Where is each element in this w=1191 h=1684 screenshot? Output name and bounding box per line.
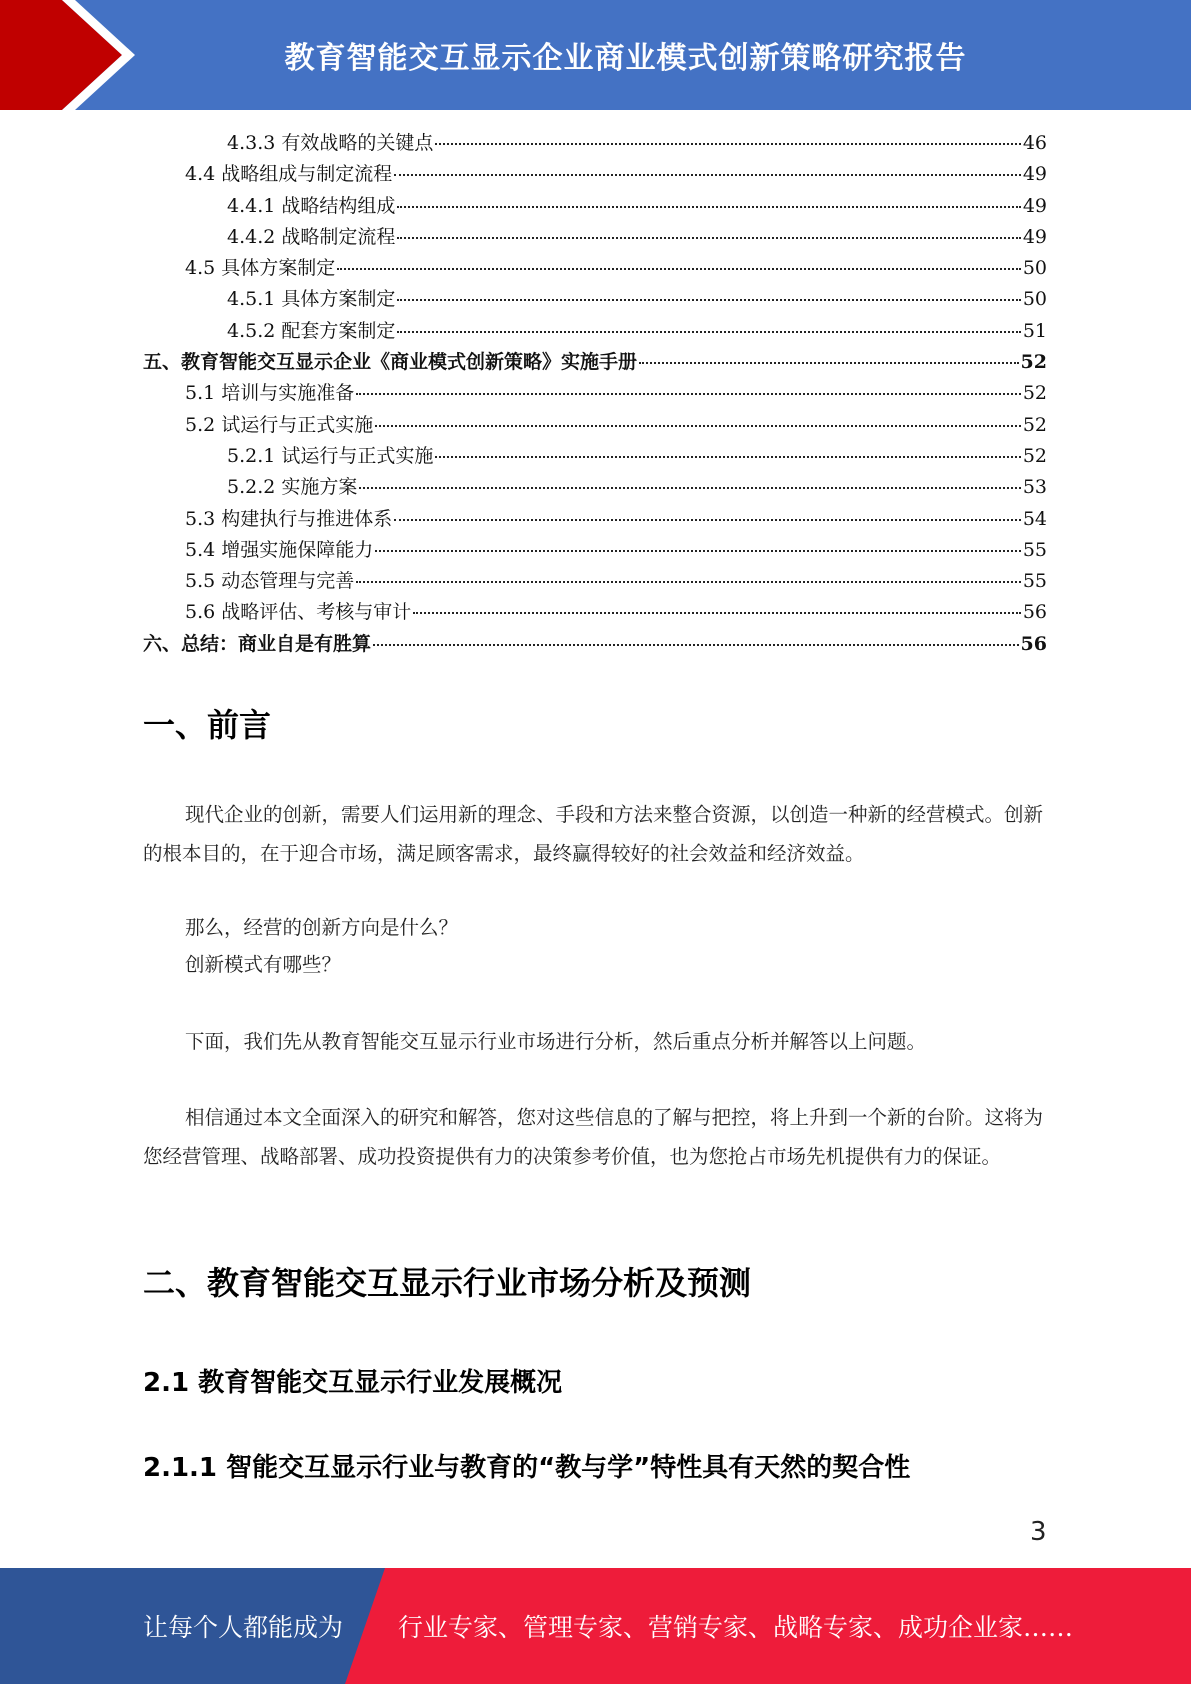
toc-leader-dots xyxy=(639,343,1019,364)
paragraph: 相信通过本文全面深入的研究和解答，您对这些信息的了解与把控，将上升到一个新的台阶。这将为您经营管理、战略部署、成功投资提供有力的决策参考价值，也为您抢占市场先机提供有力的保证。 xyxy=(143,1106,1044,1168)
footer-band xyxy=(0,1568,1191,1684)
page-number: 3 xyxy=(1030,1517,1047,1547)
toc-entry-page: 50 xyxy=(1022,257,1047,280)
toc-leader-dots xyxy=(356,374,1021,395)
toc-entry-title: 4.5.2 配套方案制定 xyxy=(227,319,396,342)
footer-slogan-left: 让每个人都能成为 xyxy=(143,1613,344,1642)
toc-entry-title: 4.4.1 战略结构组成 xyxy=(227,194,396,217)
subsection-heading: 2.1.1 智能交互显示行业与教育的“教与学”特性具有天然的契合性 xyxy=(143,1453,911,1483)
toc-entry-page: 55 xyxy=(1022,570,1047,593)
section-heading-preface: 一、前言 xyxy=(143,706,272,744)
toc-entry-title: 五、教育智能交互显示企业《商业模式创新策略》实施手册 xyxy=(143,351,638,374)
toc-entry-page: 46 xyxy=(1022,132,1047,154)
toc-entry-page: 52 xyxy=(1022,382,1047,405)
toc-leader-dots xyxy=(397,312,1020,333)
toc-entry-page: 56 xyxy=(1020,632,1047,655)
toc-leader-dots xyxy=(413,593,1021,614)
toc-entry-page: 55 xyxy=(1022,538,1047,561)
toc-leader-dots xyxy=(435,124,1020,145)
toc-entry-page: 51 xyxy=(1022,319,1047,342)
toc-leader-dots xyxy=(397,280,1020,301)
toc-entry-title: 4.4 战略组成与制定流程 xyxy=(185,163,393,186)
toc-entry-title: 5.4 增强实施保障能力 xyxy=(185,538,374,561)
question-line: 那么，经营的创新方向是什么？ xyxy=(185,916,459,939)
toc-entry-page: 52 xyxy=(1020,351,1047,374)
toc-entry[interactable] xyxy=(143,629,1047,660)
toc-leader-dots xyxy=(394,500,1021,521)
toc-entry-title: 5.2.1 试运行与正式实施 xyxy=(227,444,434,467)
toc-entry-title: 5.2 试运行与正式实施 xyxy=(185,413,374,436)
document-title: 教育智能交互显示企业商业模式创新策略研究报告 xyxy=(284,41,967,76)
toc-leader-dots xyxy=(356,562,1021,583)
toc-entry-title: 4.5.1 具体方案制定 xyxy=(227,288,396,311)
toc-entry-title: 5.1 培训与实施准备 xyxy=(185,382,355,405)
toc-entry-title: 5.5 动态管理与完善 xyxy=(185,570,355,593)
toc-entry-title: 4.3.3 有效战略的关键点 xyxy=(227,132,434,154)
toc-leader-dots xyxy=(375,531,1021,552)
toc-entry-page: 53 xyxy=(1022,476,1047,499)
toc-entry-title: 5.3 构建执行与推进体系 xyxy=(185,507,393,530)
question-line: 创新模式有哪些？ xyxy=(185,953,342,976)
toc-entry-title: 5.2.2 实施方案 xyxy=(227,476,358,499)
toc-leader-dots xyxy=(397,218,1020,239)
toc-entry-page: 49 xyxy=(1022,163,1047,186)
toc-leader-dots xyxy=(373,625,1019,646)
subsection-heading: 2.1 教育智能交互显示行业发展概况 xyxy=(143,1368,563,1398)
paragraph: 下面，我们先从教育智能交互显示行业市场进行分析，然后重点分析并解答以上问题。 xyxy=(185,1030,927,1053)
toc-entry-page: 49 xyxy=(1022,194,1047,217)
footer-slogan-right: 行业专家、管理专家、营销专家、战略专家、成功企业家…… xyxy=(398,1613,1074,1642)
toc-entry-title: 4.4.2 战略制定流程 xyxy=(227,225,396,248)
toc-entry-page: 49 xyxy=(1022,225,1047,248)
toc-leader-dots xyxy=(435,437,1020,458)
toc-entry-page: 56 xyxy=(1022,601,1047,624)
toc-entry-page: 52 xyxy=(1022,444,1047,467)
toc-entry-title: 4.5 具体方案制定 xyxy=(185,257,336,280)
toc-entry-page: 50 xyxy=(1022,288,1047,311)
toc-leader-dots xyxy=(337,249,1021,270)
toc-leader-dots xyxy=(375,406,1021,427)
toc-leader-dots xyxy=(397,187,1020,208)
section-heading-market-analysis: 二、教育智能交互显示行业市场分析及预测 xyxy=(143,1264,752,1302)
paragraph: 现代企业的创新，需要人们运用新的理念、手段和方法来整合资源，以创造一种新的经营模式。创新的根本目的，在于迎合市场，满足顾客需求，最终赢得较好的社会效益和经济效益。 xyxy=(143,803,1044,865)
toc-leader-dots xyxy=(359,468,1020,489)
table-of-contents xyxy=(143,128,1047,660)
toc-entry-page: 54 xyxy=(1022,507,1047,530)
toc-entry-page: 52 xyxy=(1022,413,1047,436)
toc-entry-title: 六、总结：商业自是有胜算 xyxy=(143,632,372,655)
toc-entry-title: 5.6 战略评估、考核与审计 xyxy=(185,601,412,624)
toc-leader-dots xyxy=(394,155,1021,176)
header-band xyxy=(0,0,1191,110)
